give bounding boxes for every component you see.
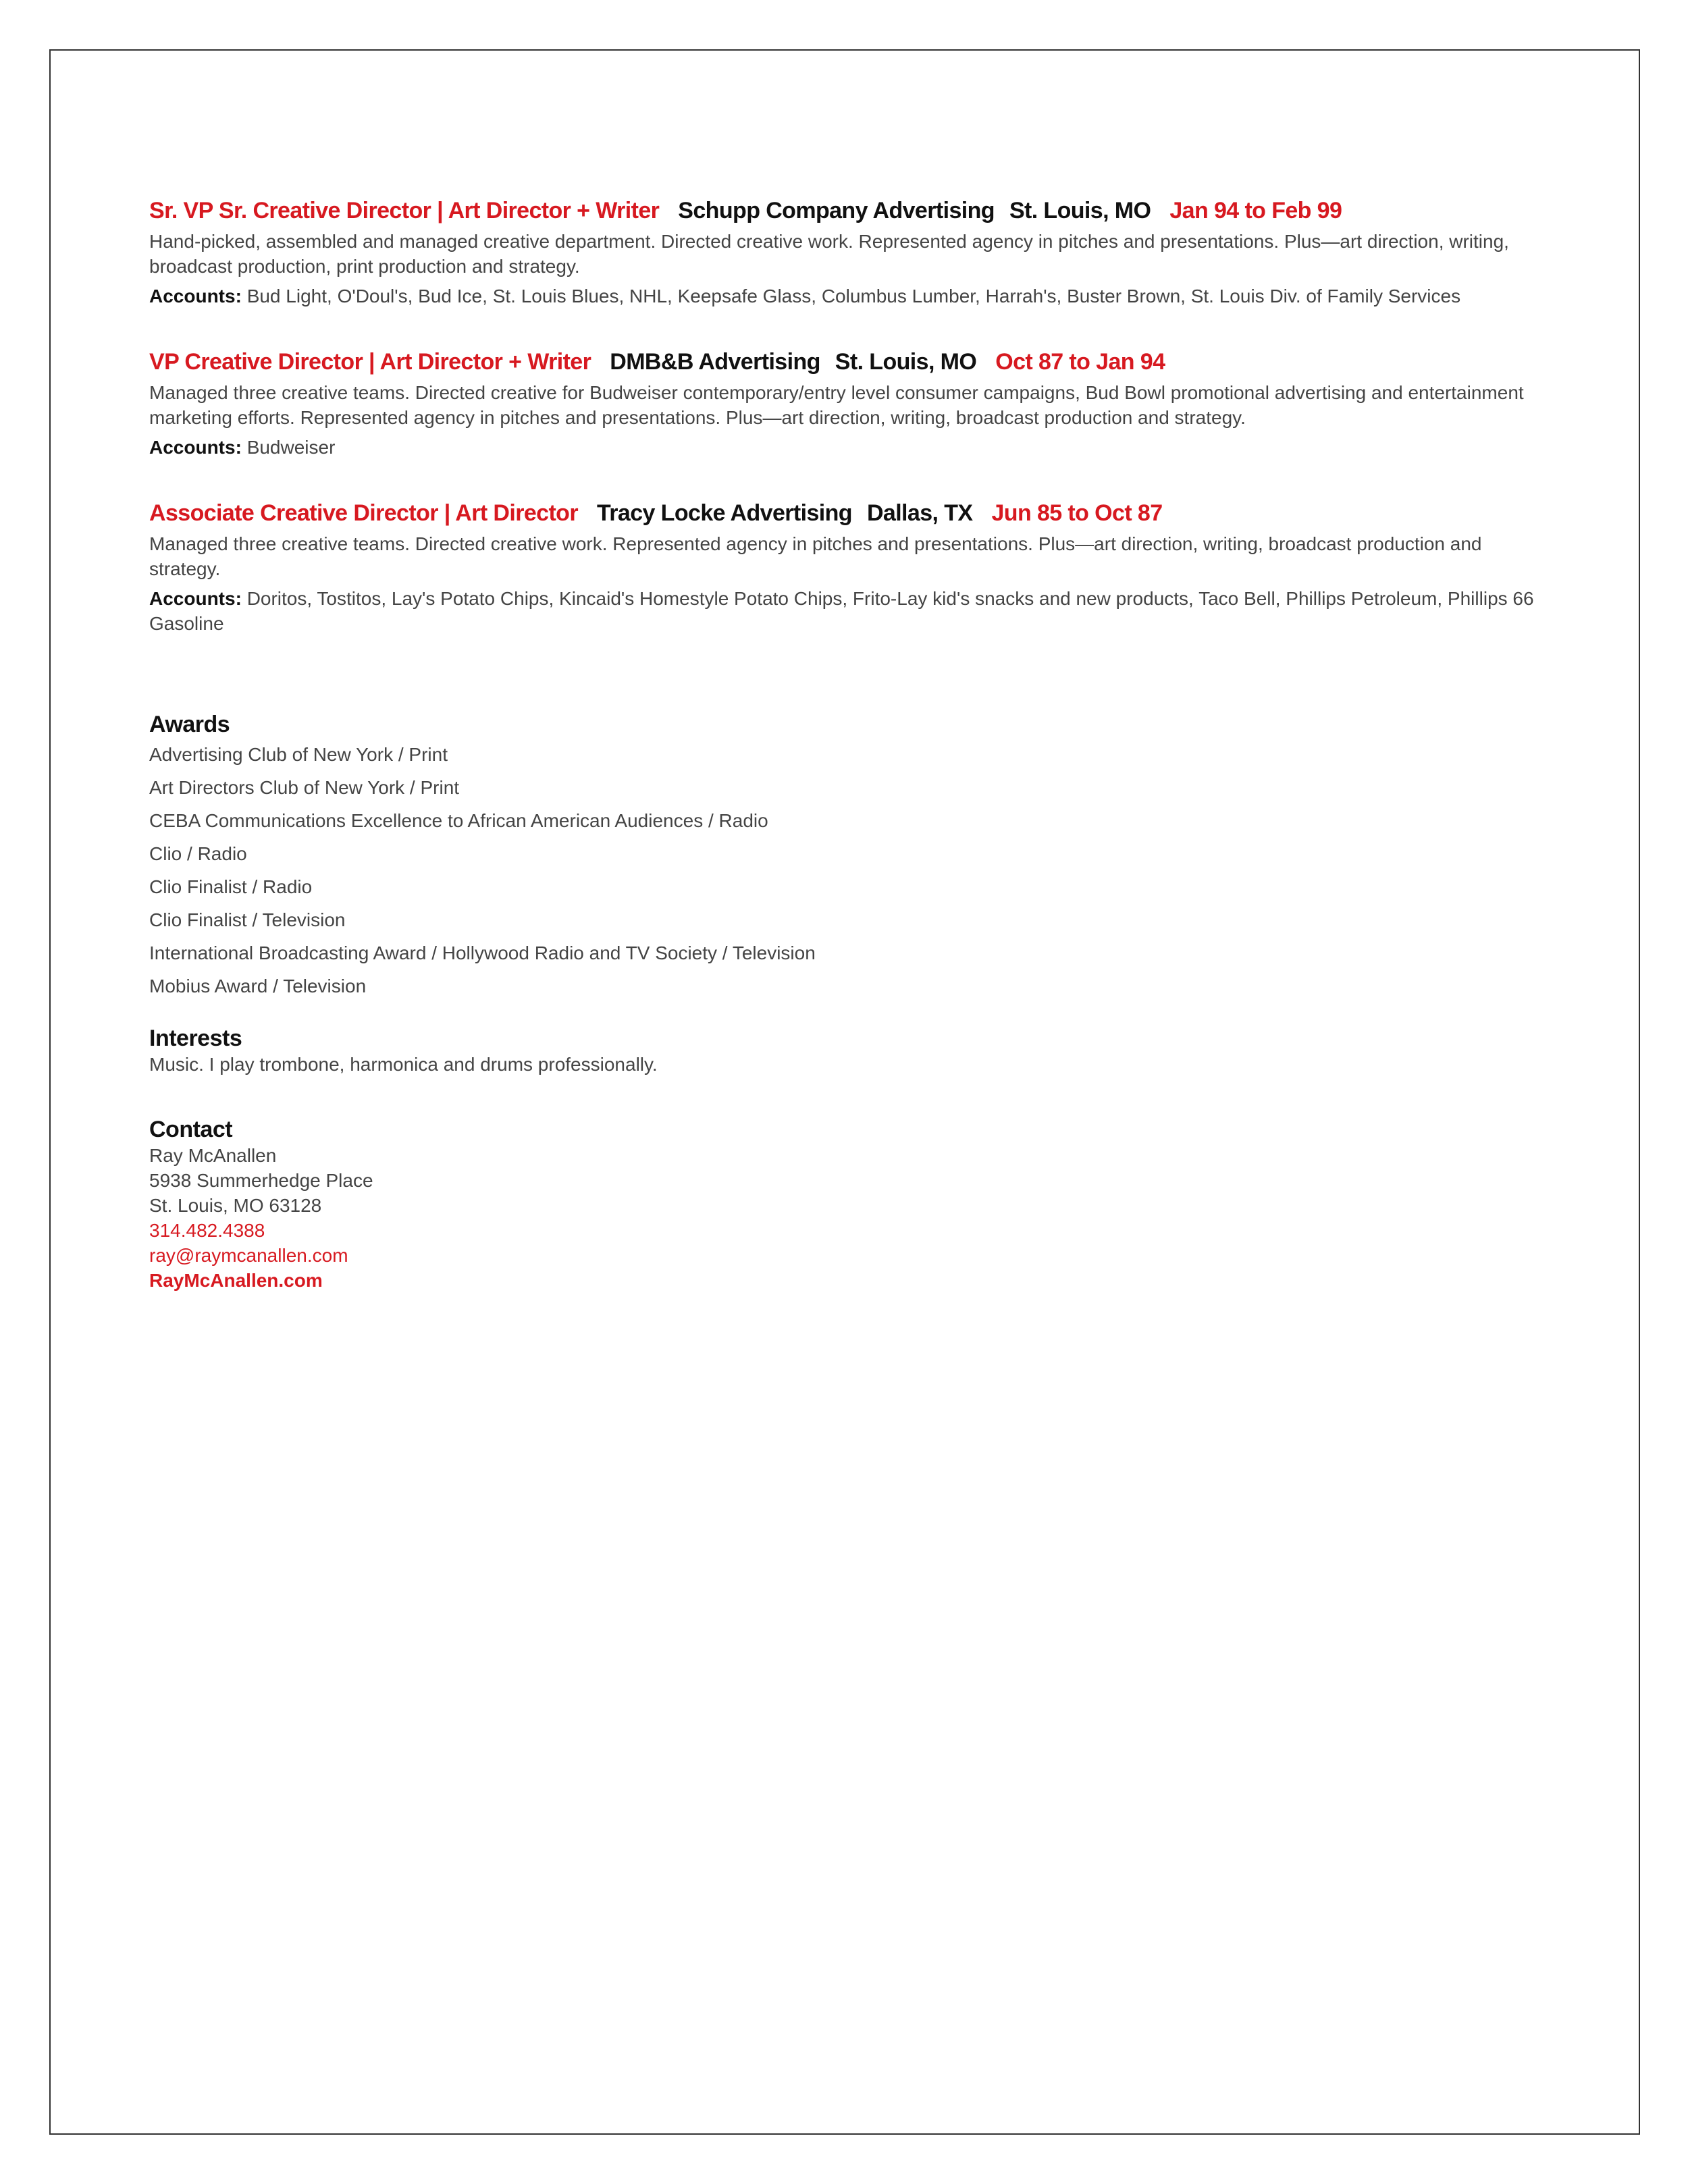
job-title: Associate Creative Director | Art Director xyxy=(149,500,578,526)
job-header xyxy=(149,192,1547,229)
job-entry xyxy=(149,344,1547,460)
award-item: International Broadcasting Award / Hollywood Radio and TV Society / Television xyxy=(149,942,816,963)
accounts-label: Accounts: xyxy=(149,588,242,609)
contact-name: Ray McAnallen xyxy=(149,1145,277,1166)
job-title: Sr. VP Sr. Creative Director | Art Director + Writer xyxy=(149,198,660,223)
awards-section xyxy=(149,711,1547,1003)
job-header xyxy=(149,495,1547,531)
job-description: Hand-picked, assembled and managed creative department. Directed creative work. Represented agency in pitches and presentations. Plus—art direction, writing, broadcast production, print production and strategy. xyxy=(149,231,1509,277)
job-location: St. Louis, MO xyxy=(835,349,977,375)
award-item: Clio / Radio xyxy=(149,843,247,864)
job-entry xyxy=(149,192,1547,309)
award-item: CEBA Communications Excellence to African American Audiences / Radio xyxy=(149,810,768,831)
job-company: DMB&B Advertising xyxy=(610,349,820,375)
experience-section xyxy=(149,192,1547,671)
job-dates: Oct 87 to Jan 94 xyxy=(995,349,1165,375)
award-item: Clio Finalist / Television xyxy=(149,909,346,930)
job-company: Schupp Company Advertising xyxy=(678,198,995,223)
accounts-label: Accounts: xyxy=(149,437,242,458)
contact-heading: Contact xyxy=(149,1117,233,1142)
job-company: Tracy Locke Advertising xyxy=(596,500,852,526)
awards-heading: Awards xyxy=(149,712,230,737)
contact-city: St. Louis, MO 63128 xyxy=(149,1195,322,1216)
award-item: Advertising Club of New York / Print xyxy=(149,744,448,765)
accounts-list: Bud Light, O'Doul's, Bud Ice, St. Louis Blues, NHL, Keepsafe Glass, Columbus Lumber, Harrah's, Buster Brown, St. Louis Div. of Family Services xyxy=(246,286,1461,307)
accounts-list: Doritos, Tostitos, Lay's Potato Chips, Kincaid's Homestyle Potato Chips, Frito-Lay kid's snacks and new products, Taco Bell, Phillips Petroleum, Phillips 66 Gasoline xyxy=(149,588,1534,634)
award-item: Art Directors Club of New York / Print xyxy=(149,777,460,798)
job-header xyxy=(149,344,1547,380)
job-location: Dallas, TX xyxy=(866,500,973,526)
job-title: VP Creative Director | Art Director + Writer xyxy=(149,349,591,375)
job-accounts xyxy=(149,435,1547,460)
award-item: Mobius Award / Television xyxy=(149,976,367,996)
accounts-list: Budweiser xyxy=(246,437,336,458)
interests-heading: Interests xyxy=(149,1026,242,1051)
interests-text: Music. I play trombone, harmonica and drums professionally. xyxy=(149,1054,658,1075)
contact-phone-link[interactable]: 314.482.4388 xyxy=(149,1220,265,1241)
interests-section xyxy=(149,1025,1547,1077)
contact-email-link[interactable]: ray@raymcanallen.com xyxy=(149,1245,348,1266)
contact-website-link[interactable]: RayMcAnallen.com xyxy=(149,1270,323,1291)
job-entry xyxy=(149,495,1547,636)
job-location: St. Louis, MO xyxy=(1009,198,1151,223)
job-dates: Jan 94 to Feb 99 xyxy=(1169,198,1342,223)
job-description: Managed three creative teams. Directed creative work. Represented agency in pitches and presentations. Plus—art direction, writing, broadcast production and strategy. xyxy=(149,533,1482,579)
job-accounts xyxy=(149,284,1547,309)
job-accounts xyxy=(149,586,1547,636)
award-item: Clio Finalist / Radio xyxy=(149,876,313,897)
accounts-label: Accounts: xyxy=(149,286,242,307)
contact-street: 5938 Summerhedge Place xyxy=(149,1170,373,1191)
job-description: Managed three creative teams. Directed creative for Budweiser contemporary/entry level consumer campaigns, Bud Bowl promotional advertising and entertainment marketing efforts. Represented agency in pitches and presentations. Plus—art direction, writing, broadcast production and strategy. xyxy=(149,382,1524,428)
job-dates: Jun 85 to Oct 87 xyxy=(991,500,1163,526)
contact-section xyxy=(149,1116,1547,1293)
